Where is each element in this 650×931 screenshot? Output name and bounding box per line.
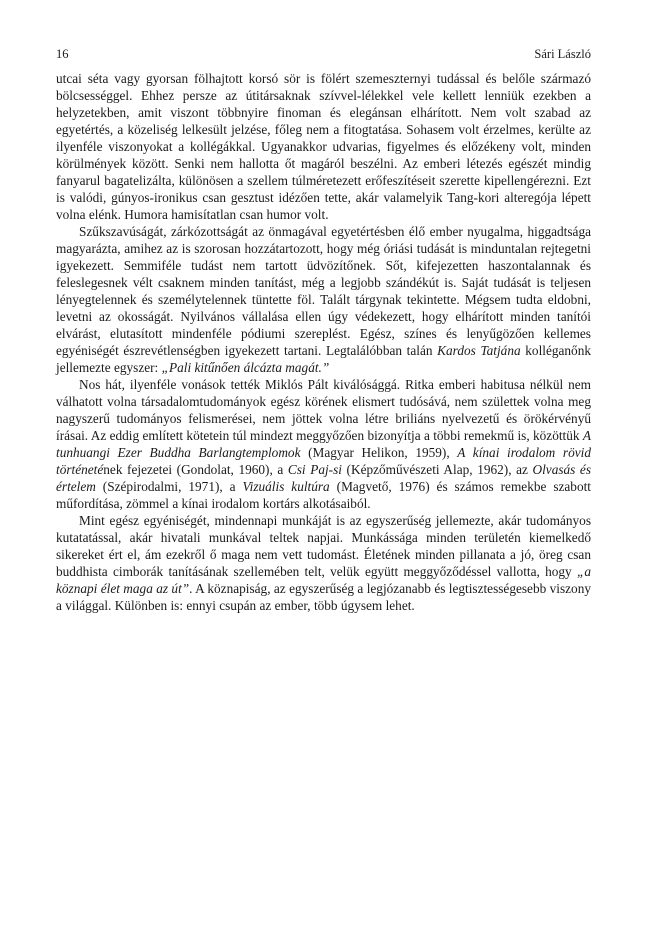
- body-text: [56, 70, 591, 614]
- text-segment: kolléganőnk jellemezte egyszer:: [56, 343, 591, 375]
- italic-text-segment: Vizuális kultúra: [242, 479, 330, 494]
- italic-text-segment: A kínai irodalom rövid történeté: [56, 445, 591, 477]
- italic-text-segment: „Pali kitűnően álcázta magát.”: [161, 360, 330, 375]
- page-number: 16: [56, 47, 69, 61]
- italic-text-segment: A tunhuangi Ezer Buddha Barlangtemplomok: [56, 428, 591, 460]
- text-segment: Mint egész egyéniségét, mindennapi munkáját is az egyszerűség jellemezte, akár tudományos kutatatással, akár hivatali munkával teltek napjai. Munkássága minden területén kiemelkedő sikereket ért el, ám ezekről ő maga nem vett tudomást. Életének minden pillanata a jó, öreg csan buddhista cimborák tanításának szellemében telt, velük együtt meggyőződéssel vallotta, hogy: [56, 513, 591, 579]
- text-segment: (Képzőművészeti Alap, 1962), az: [341, 462, 533, 477]
- italic-text-segment: „a köznapi élet maga az út”: [56, 564, 591, 596]
- text-segment: nek fejezetei (Gondolat, 1960), a: [103, 462, 288, 477]
- running-head-author: Sári László: [534, 47, 591, 61]
- paragraph: [56, 223, 591, 376]
- text-segment: Szűkszavúságát, zárkózottságát az önmagával egyetértésben élő ember nyugalma, higgadtsága magyarázta, amihez az is szorosan hozzátartozott, hogy még óriási tudását is minduntalan rejtegetni igyekezett. Semmiféle tudást nem tartott üdvözítőnek. Sőt, kifejezetten haszontalannak és feleslegesnek vélt csaknem minden tanítást, még a legjobb szándékút is. Saját tudását is teljesen lényegtelennek és személytelennek tüntette föl. Talált tárgynak tekintette. Mégsem tudta eldobni, levetni az okosságát. Nyilvános vállalása ellen úgy védekezett, hogy elhárított minden tanítói elvárást, elutasított mindenféle pódiumi szereplést. Egész, színes és lenyűgözően kellemes egyéniségét észrevétlenségben igyekezett tartani. Legtalálóbban talán: [56, 224, 591, 358]
- text-segment: (Magyar Helikon, 1959),: [300, 445, 458, 460]
- text-segment: (Magvető, 1976) és számos remekbe szabott műfordítása, zömmel a kínai irodalom kortárs alkotásaiból.: [56, 479, 591, 511]
- text-segment: . A köznapiság, az egyszerűség a legjózanabb és legtisztességesebb viszony a világgal. Különben is: ennyi csupán az ember, több úgysem lehet.: [56, 581, 591, 613]
- italic-text-segment: Olvasás és értelem: [56, 462, 592, 494]
- text-segment: Nos hát, ilyenféle vonások tették Miklós Pált kiválósággá. Ritka emberi habitusa nélkül nem válhatott volna társadalomtudományok egész körének elismert tudósává, nem születtek volna meg nagyszerű tudományos felismerései, nem jöttek volna létre briliáns nyelvezetű és örökérvényű írásai. Az eddig említett kötetein túl mindezt meggyőzően bizonyítja a többi remekmű is, közöttük: [56, 377, 591, 443]
- italic-text-segment: Kardos Tatjána: [437, 343, 521, 358]
- paragraph: [56, 376, 591, 512]
- paragraph: [56, 512, 591, 614]
- text-segment: utcai séta vagy gyorsan fölhajtott korsó sör is fölért szemeszternyi tudással és belőle származó bölcsességgel. Ehhez persze az útitársaknak szívvel-lélekkel vele kellett lenniük ezekben a helyzetekben, amit viszont többnyire finoman és elegánsan elhárított. Nem volt szabad az egyetértés, a közeliség lelkesült jelzése, főleg nem a fitogtatása. Sohasem volt érzelmes, kerülte az ilyenféle viszonyokat a kollégákkal. Ugyanakkor udvarias, figyelmes és előzékeny volt, minden körülmények között. Senki nem hallotta őt magáról beszélni. Az emberi létezés egészét mindig fanyarul bagatelizálta, különösen a szellem túlméretezett erőfeszítéseit szerette kipellengérezni. Ezt is valódi, gúnyos-ironikus csan gesztust idézően tette, akár valamelyik Tang-kori alteregója lépett volna elénk. Humora hamisítatlan csan humor volt.: [56, 71, 591, 222]
- paragraph: [56, 70, 591, 223]
- italic-text-segment: Csi Paj-si: [287, 462, 342, 477]
- text-segment: (Szépirodalmi, 1971), a: [95, 479, 243, 494]
